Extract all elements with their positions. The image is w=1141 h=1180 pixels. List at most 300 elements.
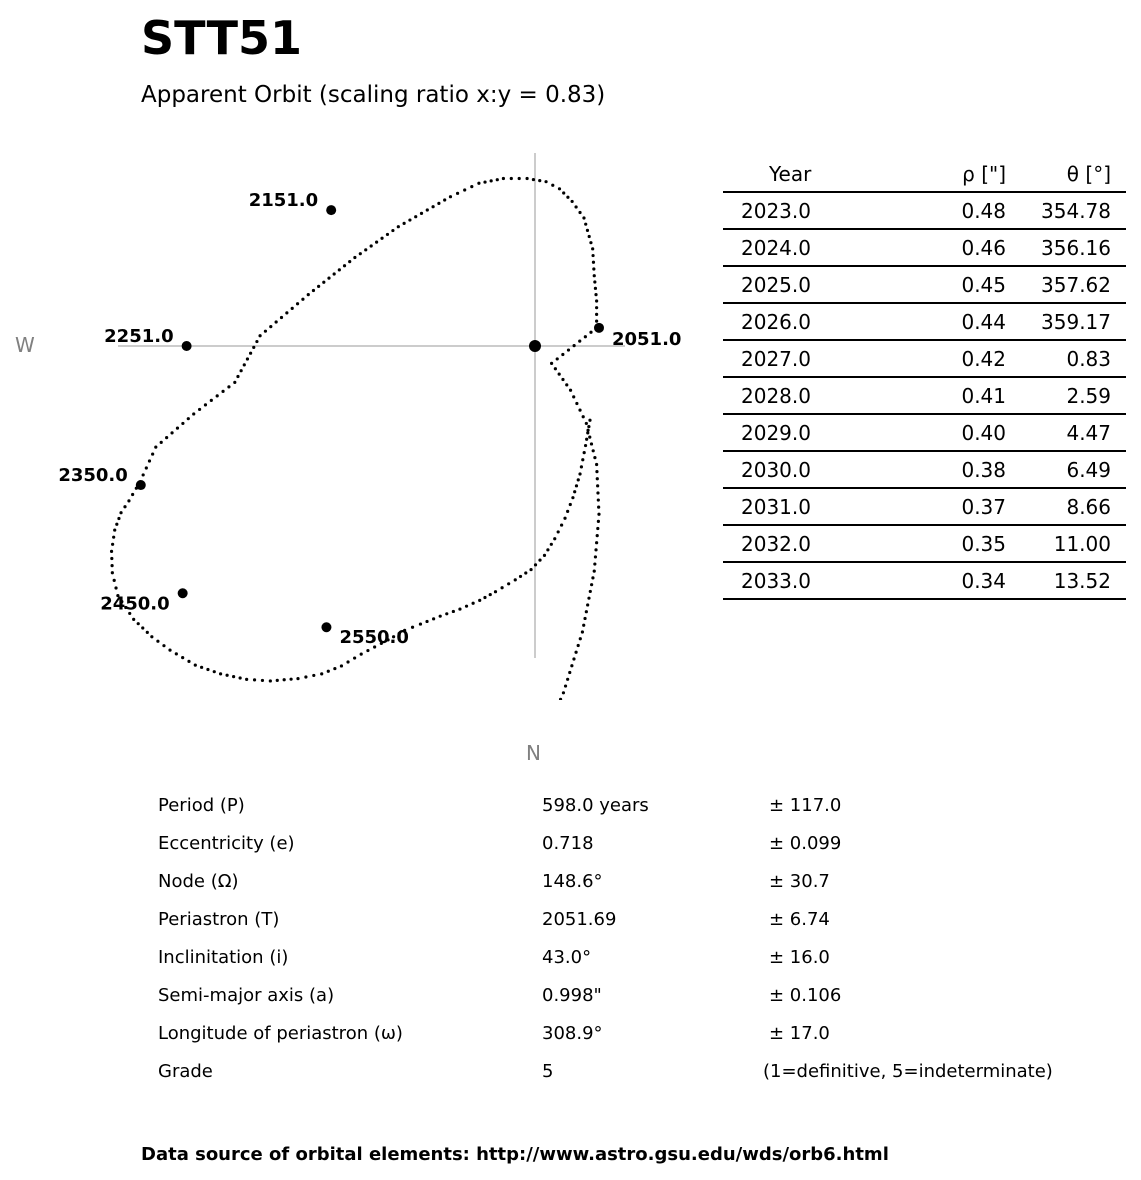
orbit-point: [117, 517, 120, 520]
orbit-point: [510, 177, 513, 180]
orbit-point: [419, 622, 422, 625]
orbit-point: [586, 603, 589, 606]
orbit-point: [304, 675, 307, 678]
ephemeris-table: [723, 156, 1126, 600]
orbit-point: [249, 352, 252, 355]
year-column-header: Year: [723, 156, 889, 192]
orbit-point: [187, 417, 190, 420]
north-direction-label: N: [526, 741, 541, 765]
orbit-point: [236, 375, 239, 378]
year-cell: 2025.0: [723, 266, 889, 303]
orbit-point: [595, 470, 598, 473]
orbit-point: [561, 378, 564, 381]
year-cell: 2031.0: [723, 488, 889, 525]
orbit-point: [443, 198, 446, 201]
orbit-point: [573, 344, 576, 347]
orbit-point: [162, 644, 165, 647]
orbit-point: [595, 463, 598, 466]
orbit-point: [490, 179, 493, 182]
year-cell: 2032.0: [723, 525, 889, 562]
epoch-marker: [321, 622, 331, 632]
orbit-point: [564, 684, 567, 687]
orbit-point: [574, 205, 577, 208]
orbit-point: [391, 229, 394, 232]
epoch-marker: [326, 205, 336, 215]
orbit-point: [593, 562, 596, 565]
orbit-point: [397, 225, 400, 228]
orbit-point: [591, 576, 594, 579]
element-error: ± 17.0: [769, 1023, 830, 1044]
orbit-point: [558, 373, 561, 376]
orbit-point: [595, 306, 598, 309]
orbit-point: [364, 248, 367, 251]
orbit-point: [587, 425, 590, 428]
epoch-label: 2251.0: [104, 326, 174, 347]
orbit-point: [111, 543, 114, 546]
orbit-point: [496, 178, 499, 181]
orbit-point: [566, 510, 569, 513]
page-subtitle: Apparent Orbit (scaling ratio x:y = 0.83): [141, 82, 606, 108]
orbit-point: [577, 478, 580, 481]
orbit-point: [320, 672, 323, 675]
orbit-point: [594, 293, 597, 296]
orbit-point: [327, 670, 330, 673]
orbit-point: [181, 656, 184, 659]
orbit-point: [111, 571, 114, 574]
orbit-point: [291, 307, 294, 310]
orbit-point: [526, 177, 529, 180]
orbit-point: [307, 293, 310, 296]
theta-cell: 2.59: [1006, 377, 1126, 414]
orbit-point: [544, 180, 547, 183]
orbit-point: [296, 302, 299, 305]
orbit-point: [353, 256, 356, 259]
orbit-point: [132, 618, 135, 621]
orbit-point: [213, 670, 216, 673]
ephemeris-header-row: [723, 156, 1126, 192]
year-cell: 2027.0: [723, 340, 889, 377]
data-source-note: Data source of orbital elements: http://www.astro.gsu.edu/wds/orb6.html: [141, 1144, 889, 1165]
orbit-point: [333, 272, 336, 275]
orbit-point: [587, 597, 590, 600]
orbit-point: [276, 679, 279, 682]
rho-cell: 0.38: [889, 451, 1006, 488]
orbit-point: [546, 548, 549, 551]
element-value: 148.6°: [542, 871, 603, 892]
orbit-point: [590, 583, 593, 586]
orbit-point: [581, 458, 584, 461]
orbit-point: [449, 195, 452, 198]
orbit-point: [586, 431, 589, 434]
orbit-point: [348, 260, 351, 263]
orbit-point: [206, 668, 209, 671]
epoch-label: 2350.0: [58, 465, 128, 487]
orbit-point: [583, 451, 586, 454]
orbit-point: [571, 200, 574, 203]
orbit-point: [200, 666, 203, 669]
orbit-point: [131, 493, 134, 496]
orbit-point: [595, 299, 598, 302]
orbit-point: [586, 229, 589, 232]
orbit-point: [285, 311, 288, 314]
orbit-point: [439, 615, 442, 618]
orbit-point: [589, 241, 592, 244]
orbit-point: [582, 216, 585, 219]
orbit-point: [538, 179, 541, 182]
orbit-point: [591, 254, 594, 257]
epoch-label: 2550.0: [339, 627, 409, 649]
orbit-point: [558, 187, 561, 190]
year-cell: 2023.0: [723, 192, 889, 229]
orbit-point: [472, 602, 475, 605]
orbit-point: [502, 177, 505, 180]
orbit-point: [597, 506, 600, 509]
orbit-point: [232, 675, 235, 678]
theta-cell: 6.49: [1006, 451, 1126, 488]
epoch-marker: [594, 323, 604, 333]
element-name: Semi-major axis (a): [158, 985, 335, 1006]
orbit-point: [578, 211, 581, 214]
primary-star-marker: [529, 340, 541, 352]
year-cell: 2030.0: [723, 451, 889, 488]
rho-cell: 0.48: [889, 192, 1006, 229]
orbit-point: [574, 651, 577, 654]
orbit-point: [478, 599, 481, 602]
epoch-marker: [136, 480, 146, 490]
rho-cell: 0.40: [889, 414, 1006, 451]
theta-cell: 354.78: [1006, 192, 1126, 229]
orbit-point: [559, 698, 562, 700]
orbit-point: [571, 496, 574, 499]
year-cell: 2024.0: [723, 229, 889, 266]
orbit-point: [456, 192, 459, 195]
orbit-point: [593, 456, 596, 459]
orbit-point: [500, 586, 503, 589]
orbit-point: [593, 570, 596, 573]
rho-cell: 0.41: [889, 377, 1006, 414]
orbit-point: [584, 223, 587, 226]
orbit-point: [280, 316, 283, 319]
element-error: ± 30.7: [769, 871, 830, 892]
epoch-label: 2450.0: [100, 593, 170, 615]
epoch-marker: [182, 341, 192, 351]
rho-cell: 0.37: [889, 488, 1006, 525]
year-cell: 2026.0: [723, 303, 889, 340]
orbit-point: [465, 605, 468, 608]
orbit-point: [594, 555, 597, 558]
table-row: [723, 340, 1126, 377]
orbit-point: [146, 631, 149, 634]
orbit-point: [119, 511, 122, 514]
orbit-point: [580, 465, 583, 468]
orbit-point: [123, 505, 126, 508]
orbit-point: [595, 313, 598, 316]
orbit-point: [518, 177, 521, 180]
orbit-point: [113, 579, 116, 582]
orbit-point: [204, 403, 207, 406]
orbit-point: [458, 607, 461, 610]
orbit-point: [477, 182, 480, 185]
element-name: Node (Ω): [158, 871, 239, 892]
orbit-point: [483, 596, 486, 599]
orbit-point: [578, 409, 581, 412]
element-value: 0.718: [542, 833, 594, 854]
element-name: Periastron (T): [158, 909, 280, 930]
element-error: ± 0.099: [769, 833, 842, 854]
orbit-point: [160, 441, 163, 444]
orbit-point: [148, 459, 151, 462]
orbit-point: [489, 593, 492, 596]
orbit-point: [403, 222, 406, 225]
orbit-point: [420, 212, 423, 215]
orbit-point: [452, 610, 455, 613]
orbit-point: [589, 331, 592, 334]
orbit-point: [588, 436, 591, 439]
element-name: Longitude of periastron (ω): [158, 1023, 403, 1044]
table-row: [723, 266, 1126, 303]
orbit-point: [591, 247, 594, 250]
orbit-point: [327, 277, 330, 280]
table-row: [723, 229, 1126, 266]
orbit-point: [597, 513, 600, 516]
orbit-point: [572, 657, 575, 660]
theta-cell: 0.83: [1006, 340, 1126, 377]
year-cell: 2028.0: [723, 377, 889, 414]
theta-column-header: θ [°]: [1006, 156, 1126, 192]
rho-cell: 0.34: [889, 562, 1006, 599]
orbit-point: [550, 543, 553, 546]
orbit-point: [127, 499, 130, 502]
orbit-point: [582, 415, 585, 418]
element-value: 43.0°: [542, 947, 592, 968]
orbit-point: [145, 466, 148, 469]
orbit-point: [322, 281, 325, 284]
element-name: Period (P): [158, 795, 245, 816]
orbit-point: [312, 289, 315, 292]
element-note: (1=definitive, 5=indeterminate): [763, 1061, 1053, 1082]
orbit-chart: [0, 140, 710, 700]
orbit-point: [519, 575, 522, 578]
orbit-point: [470, 185, 473, 188]
orbit-point: [563, 517, 566, 520]
orbit-point: [408, 218, 411, 221]
orbit-point: [253, 678, 256, 681]
orbit-point: [255, 340, 258, 343]
orbit-point: [216, 394, 219, 397]
rho-cell: 0.42: [889, 340, 1006, 377]
orbit-point: [269, 679, 272, 682]
orbit-point: [573, 490, 576, 493]
orbit-point: [584, 335, 587, 338]
orbit-point: [585, 610, 588, 613]
orbit-point: [538, 558, 541, 561]
orbit-point: [595, 320, 598, 323]
element-name: Eccentricity (e): [158, 833, 295, 854]
orbit-point: [551, 184, 554, 187]
orbit-point: [269, 325, 272, 328]
orbit-point: [590, 442, 593, 445]
orbit-point: [414, 215, 417, 218]
orbit-point: [219, 672, 222, 675]
orbit-point: [570, 664, 573, 667]
orbit-point: [176, 427, 179, 430]
table-row: [723, 377, 1126, 414]
orbit-point: [168, 649, 171, 652]
orbit-point: [289, 678, 292, 681]
table-row: [723, 451, 1126, 488]
theta-cell: 4.47: [1006, 414, 1126, 451]
orbit-point: [252, 346, 255, 349]
orbit-point: [445, 612, 448, 615]
orbit-point: [296, 677, 299, 680]
orbit-point: [340, 664, 343, 667]
table-row: [723, 414, 1126, 451]
orbit-point: [275, 320, 278, 323]
element-error: ± 16.0: [769, 947, 830, 968]
year-cell: 2033.0: [723, 562, 889, 599]
orbit-point: [597, 520, 600, 523]
orbit-point: [110, 550, 113, 553]
theta-cell: 13.52: [1006, 562, 1126, 599]
orbit-point: [175, 652, 178, 655]
element-value: 0.998": [542, 985, 602, 1006]
orbit-point: [575, 484, 578, 487]
orbit-point: [585, 438, 588, 441]
orbit-point: [588, 235, 591, 238]
element-value: 5: [542, 1061, 554, 1082]
orbit-point: [141, 626, 144, 629]
theta-cell: 359.17: [1006, 303, 1126, 340]
orbit-point: [566, 678, 569, 681]
element-error: ± 0.106: [769, 985, 842, 1006]
orbit-point: [233, 381, 236, 384]
orbit-point: [532, 178, 535, 181]
epoch-label: 2151.0: [248, 190, 319, 212]
orbit-point: [411, 626, 414, 629]
orbit-point: [386, 233, 389, 236]
orbit-point: [113, 528, 116, 531]
orbit-point: [507, 582, 510, 585]
year-cell: 2029.0: [723, 414, 889, 451]
orbit-point: [192, 412, 195, 415]
orbit-point: [560, 523, 563, 526]
orbit-point: [463, 188, 466, 191]
orbit-point: [283, 678, 286, 681]
orbit-point: [562, 691, 565, 694]
orbit-point: [483, 180, 486, 183]
orbit-point: [115, 523, 118, 526]
orbit-point: [170, 431, 173, 434]
orbit-point: [346, 660, 349, 663]
orbit-point: [569, 503, 572, 506]
ephemeris-table-body: [723, 192, 1126, 599]
orbit-point: [594, 287, 597, 290]
orbit-point: [187, 660, 190, 663]
rho-cell: 0.35: [889, 525, 1006, 562]
element-name: Grade: [158, 1061, 213, 1082]
orbit-point: [596, 477, 599, 480]
rho-column-header: ρ ["]: [889, 156, 1006, 192]
orbit-point: [596, 527, 599, 530]
orbit-point: [227, 385, 230, 388]
orbit-point: [112, 536, 115, 539]
theta-cell: 357.62: [1006, 266, 1126, 303]
orbit-point: [240, 369, 243, 372]
orbit-point: [597, 498, 600, 501]
element-value: 598.0 years: [542, 795, 649, 816]
orbit-point: [317, 285, 320, 288]
orbit-point: [198, 408, 201, 411]
table-row: [723, 562, 1126, 599]
orbit-point: [596, 484, 599, 487]
rho-cell: 0.44: [889, 303, 1006, 340]
orbit-point: [437, 202, 440, 205]
orbit-point: [583, 617, 586, 620]
orbit-point: [264, 330, 267, 333]
orbit-point: [550, 362, 553, 365]
orbit-point: [261, 679, 264, 682]
orbit-point: [210, 399, 213, 402]
orbit-point: [514, 578, 517, 581]
orbit-point: [566, 196, 569, 199]
theta-cell: 8.66: [1006, 488, 1126, 525]
orbit-point: [592, 449, 595, 452]
orbit-point: [301, 298, 304, 301]
element-error: ± 6.74: [769, 909, 830, 930]
epoch-marker: [178, 588, 188, 598]
orbit-point: [165, 436, 168, 439]
orbit-point: [225, 674, 228, 677]
orbit-point: [534, 563, 537, 566]
orbit-point: [181, 422, 184, 425]
theta-cell: 356.16: [1006, 229, 1126, 266]
orbit-point: [114, 586, 117, 589]
table-row: [723, 192, 1126, 229]
orbit-point: [343, 264, 346, 267]
orbit-point: [567, 348, 570, 351]
orbit-point: [258, 334, 261, 337]
orbit-point: [338, 268, 341, 271]
element-name: Inclinitation (i): [158, 947, 289, 968]
orbit-point: [595, 541, 598, 544]
orbit-point: [150, 635, 153, 638]
orbit-point: [137, 622, 140, 625]
element-error: ± 117.0: [769, 795, 842, 816]
orbit-point: [562, 191, 565, 194]
orbit-point: [592, 267, 595, 270]
orbit-point: [565, 383, 568, 386]
orbit-point: [375, 241, 378, 244]
rho-cell: 0.45: [889, 266, 1006, 303]
orbit-point: [142, 473, 145, 476]
orbit-point: [588, 419, 591, 422]
orbit-point: [575, 402, 578, 405]
orbit-point: [585, 422, 588, 425]
theta-cell: 11.00: [1006, 525, 1126, 562]
orbit-point: [312, 674, 315, 677]
orbit-point: [425, 620, 428, 623]
orbit-point: [561, 353, 564, 356]
orbit-point: [353, 656, 356, 659]
orbit-point: [221, 390, 224, 393]
orbit-point: [426, 208, 429, 211]
orbit-point: [110, 564, 113, 567]
orbit-point: [592, 261, 595, 264]
element-value: 2051.69: [542, 909, 617, 930]
orbit-point: [557, 530, 560, 533]
orbit-point: [239, 676, 242, 679]
west-direction-label: W: [15, 333, 35, 357]
